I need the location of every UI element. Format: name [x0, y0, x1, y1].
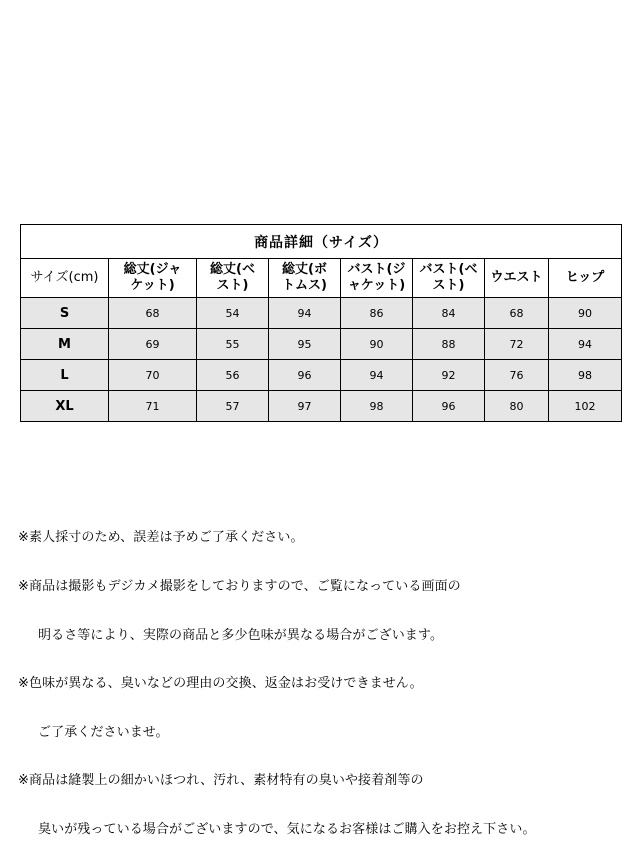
- table-cell: 56: [197, 360, 269, 391]
- header-bust-jacket: バスト(ジ ャケット): [341, 259, 413, 298]
- size-label: M: [21, 329, 109, 360]
- table-cell: 94: [269, 298, 341, 329]
- table-cell: 96: [269, 360, 341, 391]
- table-cell: 54: [197, 298, 269, 329]
- header-hip: ヒップ: [549, 259, 622, 298]
- table-cell: 68: [485, 298, 549, 329]
- table-cell: 68: [109, 298, 197, 329]
- table-row: [21, 298, 622, 329]
- size-label: L: [21, 360, 109, 391]
- header-length-jacket: 総丈(ジャ ケット): [109, 259, 197, 298]
- table-cell: 84: [413, 298, 485, 329]
- note-line: ※素人採寸のため、誤差は予めご了承ください。: [18, 530, 304, 546]
- header-length-bottoms: 総丈(ボ トムス): [269, 259, 341, 298]
- size-label: S: [21, 298, 109, 329]
- table-row: [21, 360, 622, 391]
- size-table: [20, 224, 622, 422]
- table-row: [21, 329, 622, 360]
- table-cell: 57: [197, 391, 269, 422]
- note-line: ※色味が異なる、臭いなどの理由の交換、返金はお受けできません。: [18, 676, 423, 692]
- header-size: サイズ(cm): [21, 259, 109, 298]
- note-line: 臭いが残っている場合がございますので、気になるお客様はご購入をお控え下さい。: [38, 822, 536, 838]
- note-line: ※商品は撮影もデジカメ撮影をしておりますので、ご覧になっている画面の: [18, 579, 461, 595]
- header-waist: ウエスト: [485, 259, 549, 298]
- table-cell: 80: [485, 391, 549, 422]
- table-cell: 71: [109, 391, 197, 422]
- table-cell: 55: [197, 329, 269, 360]
- table-cell: 88: [413, 329, 485, 360]
- table-cell: 69: [109, 329, 197, 360]
- table-cell: 90: [549, 298, 622, 329]
- table-cell: 86: [341, 298, 413, 329]
- table-cell: 70: [109, 360, 197, 391]
- table-cell: 94: [549, 329, 622, 360]
- note-line: ご了承くださいませ。: [38, 724, 169, 740]
- size-label: XL: [21, 391, 109, 422]
- note-line: 明るさ等により、実際の商品と多少色味が異なる場合がございます。: [38, 627, 444, 643]
- table-cell: 98: [341, 391, 413, 422]
- notes-block: [18, 498, 628, 854]
- table-cell: 92: [413, 360, 485, 391]
- header-length-vest: 総丈(ベ スト): [197, 259, 269, 298]
- table-title: 商品詳細（サイズ）: [21, 225, 622, 259]
- table-row: [21, 391, 622, 422]
- table-cell: 97: [269, 391, 341, 422]
- table-cell: 90: [341, 329, 413, 360]
- table-cell: 72: [485, 329, 549, 360]
- table-cell: 98: [549, 360, 622, 391]
- table-cell: 102: [549, 391, 622, 422]
- header-row: [21, 259, 622, 298]
- note-line: ※商品は縫製上の細かいほつれ、汚れ、素材特有の臭いや接着剤等の: [18, 773, 424, 789]
- table-cell: 95: [269, 329, 341, 360]
- header-bust-vest: バスト(ベ スト): [413, 259, 485, 298]
- table-cell: 96: [413, 391, 485, 422]
- table-cell: 94: [341, 360, 413, 391]
- table-cell: 76: [485, 360, 549, 391]
